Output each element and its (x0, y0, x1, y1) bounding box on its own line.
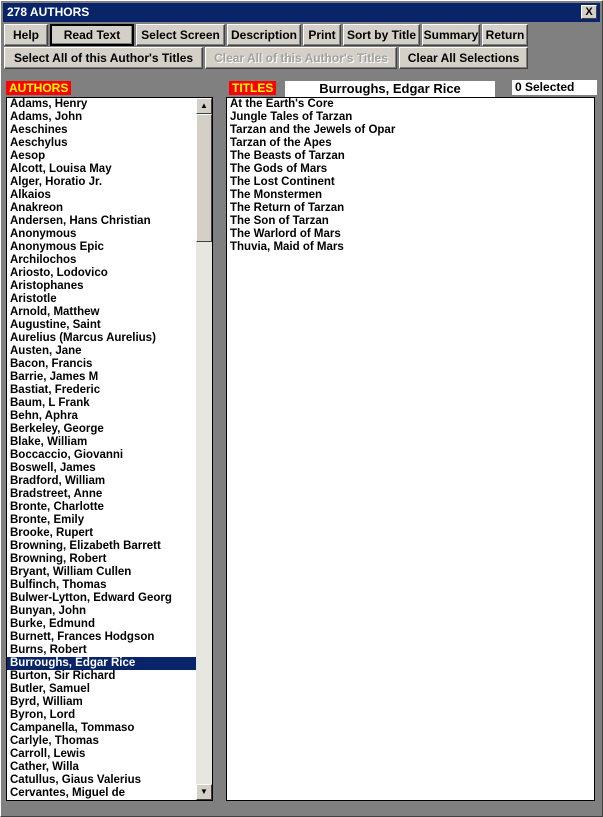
author-item[interactable]: Austen, Jane (10, 345, 82, 357)
description-button[interactable]: Description (227, 24, 301, 46)
author-item[interactable]: Carroll, Lewis (10, 748, 86, 760)
return-button[interactable]: Return (482, 24, 528, 46)
authors-items (7, 98, 212, 800)
author-item[interactable]: Browning, Robert (10, 553, 107, 565)
author-item[interactable]: Burke, Edmund (10, 618, 95, 630)
author-item[interactable]: Bastiat, Frederic (10, 384, 101, 396)
title-item[interactable]: Thuvia, Maid of Mars (230, 241, 344, 253)
author-item[interactable]: Anonymous (10, 228, 77, 240)
author-item[interactable]: Aeschines (10, 124, 68, 136)
select-screen-button[interactable]: Select Screen (136, 24, 225, 46)
author-item[interactable]: Byrd, William (10, 696, 83, 708)
author-item[interactable]: Bacon, Francis (10, 358, 93, 370)
authors-scrollbar[interactable] (196, 98, 212, 800)
author-item[interactable]: Butler, Samuel (10, 683, 90, 695)
author-item[interactable]: Adams, Henry (10, 98, 88, 110)
author-item[interactable]: Bulwer-Lytton, Edward Georg (10, 592, 172, 604)
titles-items (227, 98, 594, 254)
author-item[interactable]: Burns, Robert (10, 644, 87, 656)
author-item[interactable]: Boccaccio, Giovanni (10, 449, 124, 461)
title-item[interactable]: The Warlord of Mars (230, 228, 341, 240)
author-item[interactable]: Bradstreet, Anne (10, 488, 103, 500)
title-item[interactable]: The Monstermen (230, 189, 323, 201)
titles-label: TITLES (229, 81, 276, 95)
help-button[interactable]: Help (4, 24, 48, 46)
author-item[interactable]: Blake, William (10, 436, 88, 448)
scroll-thumb[interactable] (196, 114, 212, 242)
clear-all-selections-button[interactable]: Clear All Selections (399, 47, 528, 69)
author-item[interactable]: Bunyan, John (10, 605, 87, 617)
select-all-author-titles-button[interactable]: Select All of this Author's Titles (4, 47, 203, 69)
authors-label: AUTHORS (6, 81, 71, 95)
author-item[interactable]: Adams, John (10, 111, 83, 123)
scroll-up-icon[interactable]: ▲ (196, 98, 212, 114)
title-item[interactable]: The Gods of Mars (230, 163, 328, 175)
author-item[interactable]: Carlyle, Thomas (10, 735, 99, 747)
title-item[interactable]: The Return of Tarzan (230, 202, 345, 214)
titles-list[interactable] (226, 97, 595, 801)
author-item[interactable]: Aeschylus (10, 137, 68, 149)
author-item[interactable]: Bulfinch, Thomas (10, 579, 107, 591)
current-author-display: Burroughs, Edgar Rice (285, 81, 495, 97)
author-item[interactable]: Aristotle (10, 293, 57, 305)
print-button[interactable]: Print (303, 24, 341, 46)
title-bar (3, 3, 600, 22)
window-title: 278 AUTHORS (7, 5, 90, 19)
author-item[interactable]: Aurelius (Marcus Aurelius) (10, 332, 156, 344)
close-button[interactable]: X (581, 5, 597, 19)
author-item[interactable]: Barrie, James M (10, 371, 99, 383)
author-item[interactable]: Archilochos (10, 254, 77, 266)
title-item[interactable]: Tarzan of the Apes (230, 137, 332, 149)
author-item[interactable]: Bronte, Charlotte (10, 501, 104, 513)
author-item[interactable]: Berkeley, George (10, 423, 104, 435)
sort-by-title-button[interactable]: Sort by Title (343, 24, 420, 46)
author-item[interactable]: Burnett, Frances Hodgson (10, 631, 155, 643)
author-item[interactable]: Bronte, Emily (10, 514, 85, 526)
title-item[interactable]: At the Earth's Core (230, 98, 334, 110)
author-item[interactable]: Anonymous Epic (10, 241, 104, 253)
author-item[interactable]: Burroughs, Edgar Rice (7, 657, 196, 670)
author-item[interactable]: Bryant, William Cullen (10, 566, 132, 578)
author-item[interactable]: Cather, Willa (10, 761, 79, 773)
author-item[interactable]: Arnold, Matthew (10, 306, 100, 318)
author-item[interactable]: Baum, L Frank (10, 397, 90, 409)
author-item[interactable]: Aesop (10, 150, 46, 162)
title-item[interactable]: Jungle Tales of Tarzan (230, 111, 353, 123)
author-item[interactable]: Andersen, Hans Christian (10, 215, 151, 227)
author-item[interactable]: Ariosto, Lodovico (10, 267, 108, 279)
authors-list[interactable] (6, 97, 213, 801)
author-item[interactable]: Burton, Sir Richard (10, 670, 116, 682)
title-item[interactable]: The Beasts of Tarzan (230, 150, 345, 162)
author-item[interactable]: Alger, Horatio Jr. (10, 176, 103, 188)
title-item[interactable]: The Lost Continent (230, 176, 335, 188)
author-item[interactable]: Augustine, Saint (10, 319, 101, 331)
author-item[interactable]: Brooke, Rupert (10, 527, 94, 539)
summary-button[interactable]: Summary (422, 24, 480, 46)
author-item[interactable]: Aristophanes (10, 280, 84, 292)
author-item[interactable]: Bradford, William (10, 475, 106, 487)
author-item[interactable]: Browning, Elizabeth Barrett (10, 540, 161, 552)
author-item[interactable]: Alkaios (10, 189, 51, 201)
author-item[interactable]: Alcott, Louisa May (10, 163, 112, 175)
author-item[interactable]: Boswell, James (10, 462, 96, 474)
clear-all-author-titles-button: Clear All of this Author's Titles (205, 47, 397, 69)
title-item[interactable]: Tarzan and the Jewels of Opar (230, 124, 396, 136)
scroll-down-icon[interactable]: ▼ (196, 784, 212, 800)
author-item[interactable]: Campanella, Tommaso (10, 722, 135, 734)
author-item[interactable]: Behn, Aphra (10, 410, 78, 422)
title-item[interactable]: The Son of Tarzan (230, 215, 329, 227)
read-text-button[interactable]: Read Text (50, 24, 134, 46)
author-item[interactable]: Anakreon (10, 202, 64, 214)
author-item[interactable]: Catullus, Giaus Valerius (10, 774, 142, 786)
selected-count: 0 Selected (512, 80, 597, 95)
author-item[interactable]: Byron, Lord (10, 709, 76, 721)
author-item[interactable]: Cervantes, Miguel de (10, 787, 126, 799)
